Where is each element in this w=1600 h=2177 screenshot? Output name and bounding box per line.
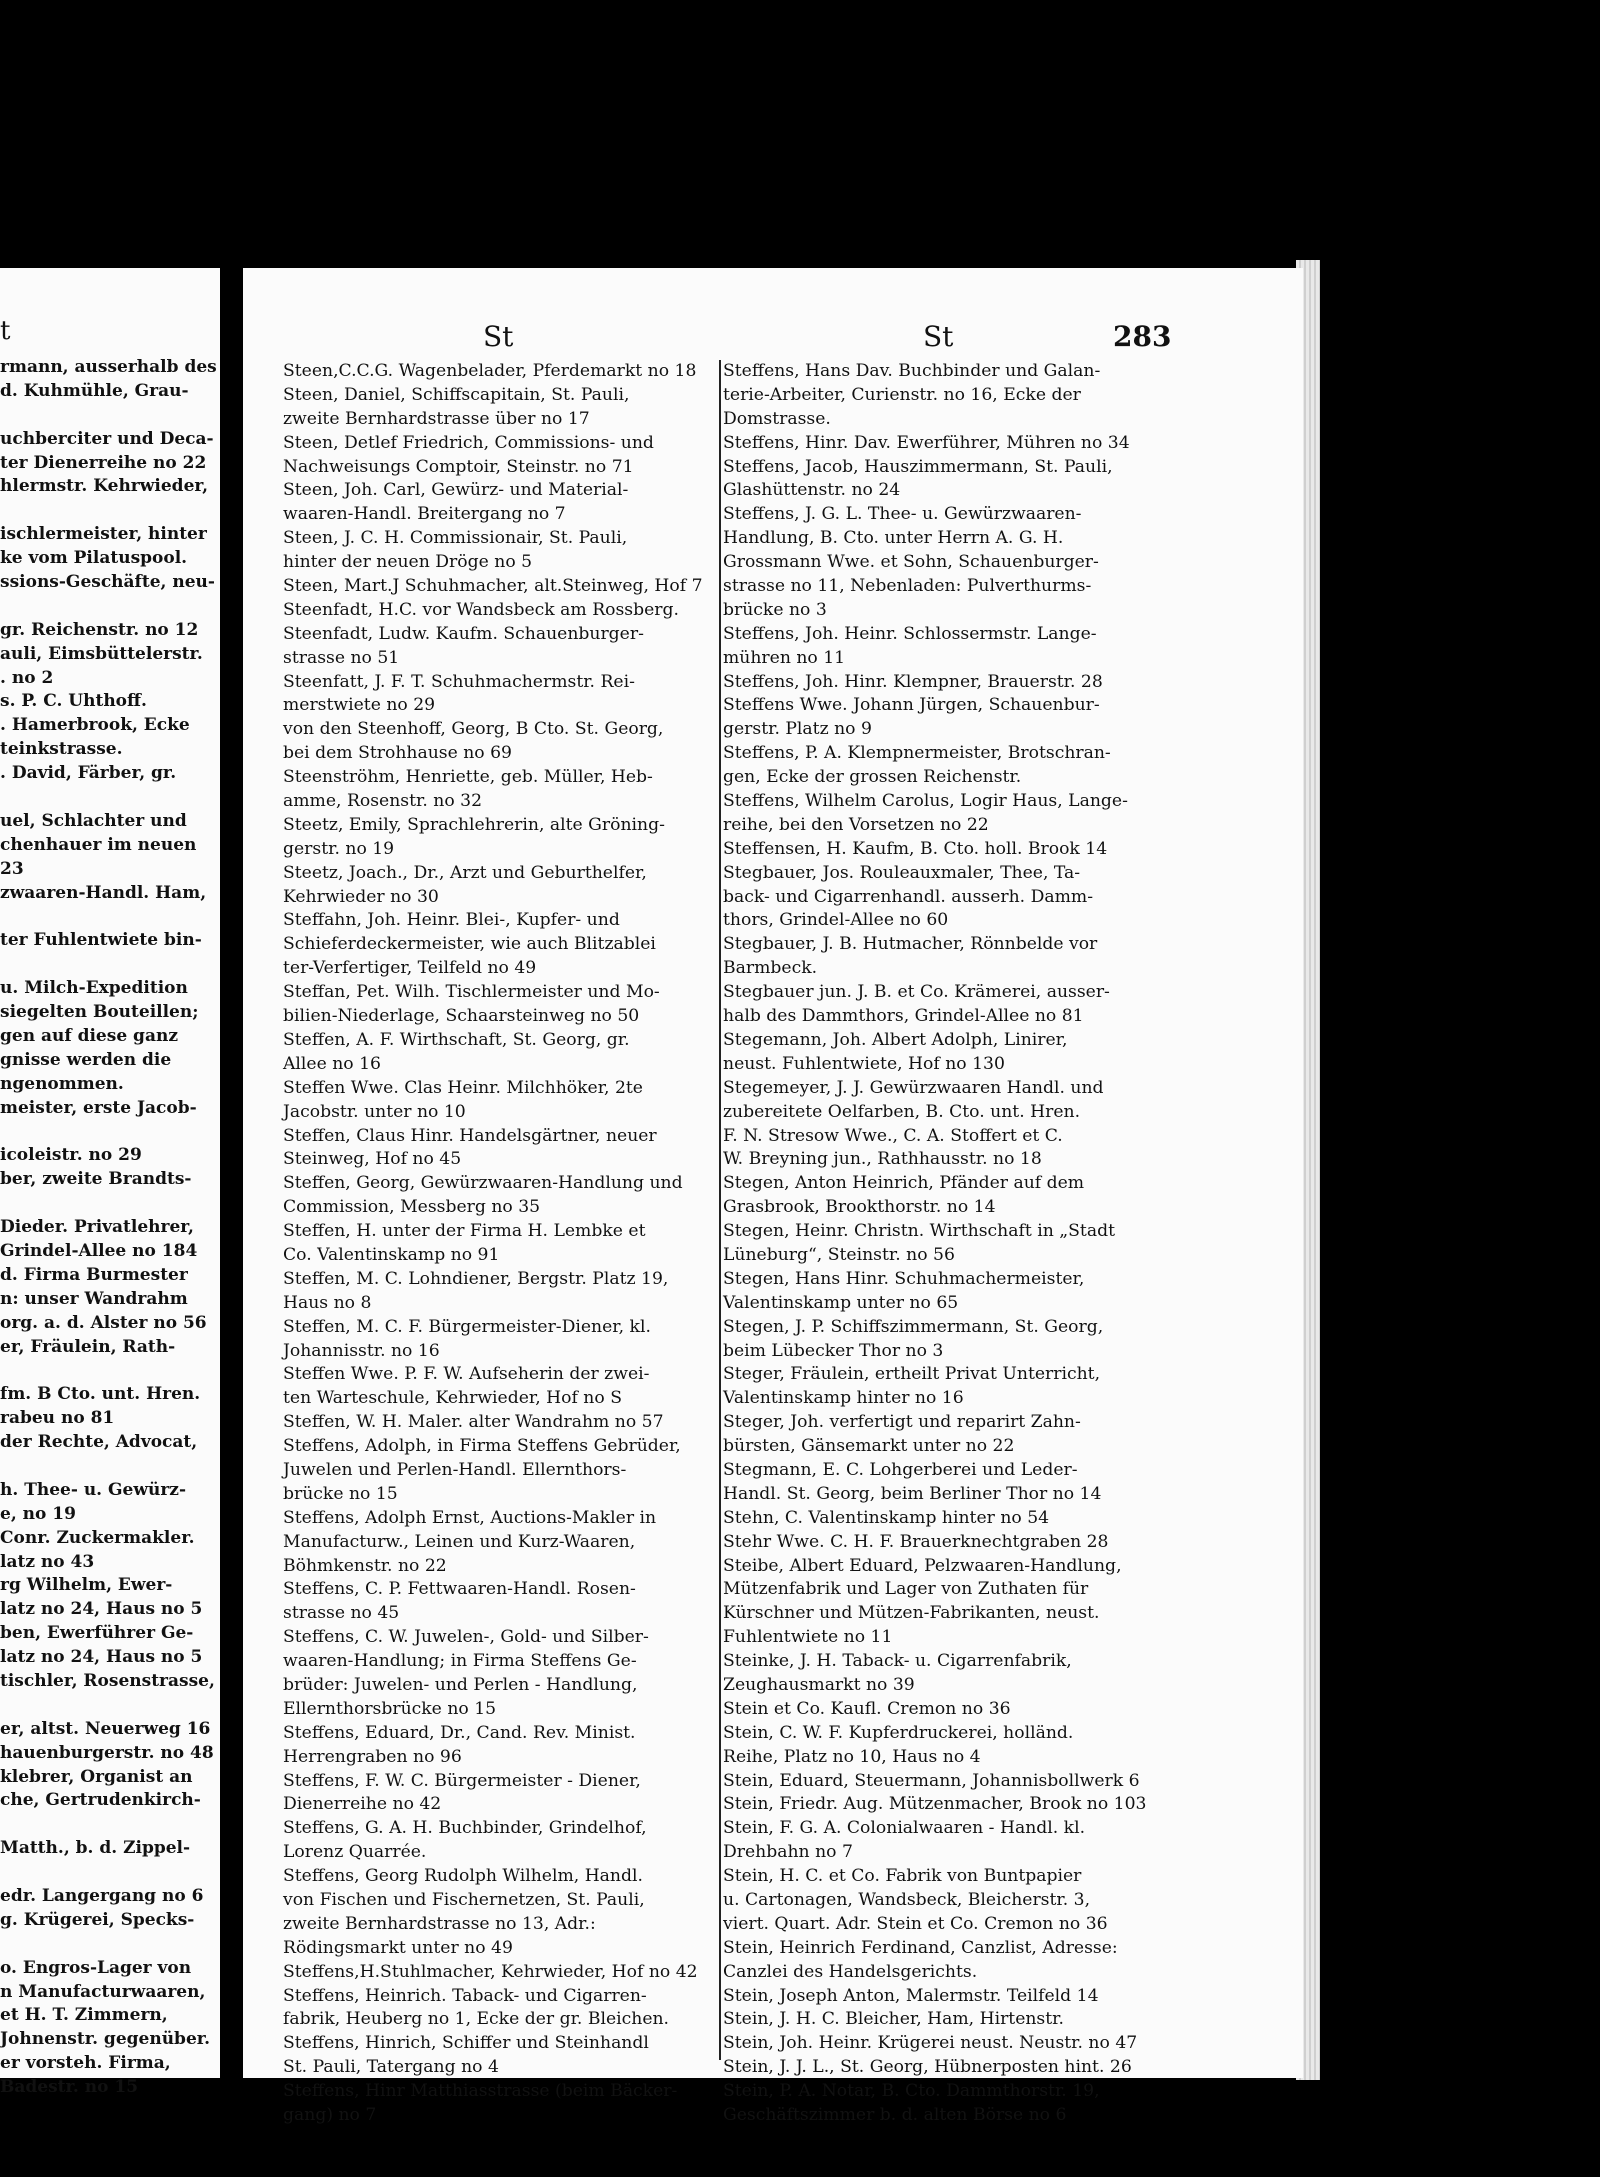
- directory-line: et H. T. Zimmern,: [0, 2005, 168, 2026]
- directory-line: Steibe, Albert Eduard, Pelzwaaren-Handlung,: [723, 1555, 1122, 1576]
- directory-line: ssions-Geschäfte, neu-: [0, 572, 215, 593]
- directory-line: teinkstrasse.: [0, 739, 123, 760]
- directory-line: Stein, Eduard, Steuermann, Johannisbollwerk 6: [723, 1770, 1140, 1791]
- directory-line: Steffens, Heinrich. Taback- und Cigarren-: [283, 1985, 647, 2006]
- directory-line: terie-Arbeiter, Curienstr. no 16, Ecke der: [723, 384, 1081, 405]
- directory-line: Steffens, Joh. Heinr. Schlossermstr. Lange-: [723, 623, 1097, 644]
- directory-line: Steen, Joh. Carl, Gewürz- und Material-: [283, 480, 629, 501]
- directory-line: Steffen Wwe. P. F. W. Aufseherin der zwei-: [283, 1364, 650, 1385]
- directory-line: Stegen, J. P. Schiffszimmermann, St. Georg,: [723, 1316, 1104, 1337]
- directory-line: latz no 24, Haus no 5: [0, 1599, 203, 1620]
- directory-line: . Hamerbrook, Ecke: [0, 715, 190, 736]
- directory-line: Stegemann, Joh. Albert Adolph, Linirer,: [723, 1029, 1068, 1050]
- directory-line: Steen, Mart.J Schuhmacher, alt.Steinweg, Hof 7: [283, 576, 703, 597]
- directory-line: gerstr. Platz no 9: [723, 719, 872, 740]
- directory-line: reihe, bei den Vorsetzen no 22: [723, 814, 989, 835]
- directory-line: beim Lübecker Thor no 3: [723, 1340, 944, 1361]
- directory-line: Steffens, Hinr Matthiasstrasse (beim Bäcker-: [283, 2081, 678, 2102]
- directory-line: Steffens, Adolph Ernst, Auctions-Makler in: [283, 1507, 657, 1528]
- directory-line: Stehr Wwe. C. H. F. Brauerknechtgraben 28: [723, 1531, 1109, 1552]
- directory-line: . no 2: [0, 667, 54, 688]
- directory-line: W. Breyning jun., Rathhausstr. no 18: [723, 1149, 1042, 1170]
- directory-line: Steffen, Claus Hinr. Handelsgärtner, neuer: [283, 1125, 657, 1146]
- directory-line: brücke no 3: [723, 599, 827, 620]
- directory-line: von den Steenhoff, Georg, B Cto. St. Georg,: [283, 719, 664, 740]
- directory-line: Johannisstr. no 16: [283, 1340, 440, 1361]
- directory-line: Herrengraben no 96: [283, 1746, 462, 1767]
- directory-line: Steffens, J. G. L. Thee- u. Gewürzwaaren-: [723, 504, 1082, 525]
- directory-line: halb des Dammthors, Grindel-Allee no 81: [723, 1006, 1084, 1027]
- directory-line: Reihe, Platz no 10, Haus no 4: [723, 1746, 981, 1767]
- directory-line: Glashüttenstr. no 24: [723, 480, 901, 501]
- directory-line: Steffens, Jacob, Hauszimmermann, St. Pauli,: [723, 456, 1113, 477]
- directory-line: Stegen, Heinr. Christn. Wirthschaft in „Stadt: [723, 1221, 1115, 1242]
- directory-line: rmann, ausserhalb des: [0, 357, 217, 377]
- directory-line: Badestr. no 15: [0, 2077, 139, 2098]
- directory-line: Steffens, Hinrich, Schiffer und Steinhandl: [283, 2033, 649, 2054]
- directory-line: Conr. Zuckermakler.: [0, 1527, 195, 1548]
- directory-line: n Manufacturwaaren,: [0, 1981, 206, 2002]
- directory-line: Stegen, Anton Heinrich, Pfänder auf dem: [723, 1173, 1085, 1194]
- directory-line: Steinweg, Hof no 45: [283, 1149, 462, 1170]
- directory-line: [0, 1121, 214, 1145]
- directory-line: zubereitete Oelfarben, B. Cto. unt. Hren.: [723, 1101, 1081, 1122]
- directory-line: Steetz, Joach., Dr., Arzt und Geburthelfer,: [283, 862, 647, 883]
- directory-line: [0, 905, 214, 929]
- directory-line: Stegemeyer, J. J. Gewürzwaaren Handl. und: [723, 1077, 1104, 1098]
- directory-line: Steen, Daniel, Schiffscapitain, St. Pauli,: [283, 384, 630, 405]
- directory-line: Steger, Fräulein, ertheilt Privat Unterricht,: [723, 1364, 1101, 1385]
- directory-line: Geschäftszimmer b. d. alten Börse no 6: [723, 2105, 1067, 2126]
- directory-line: Stein, H. C. et Co. Fabrik von Buntpapier: [723, 1866, 1082, 1887]
- directory-line: Stegbauer, Jos. Rouleauxmaler, Thee, Ta-: [723, 862, 1081, 883]
- directory-line: Grossmann Wwe. et Sohn, Schauenburger-: [723, 552, 1099, 573]
- directory-line: Grasbrook, Brookthorstr. no 14: [723, 1197, 996, 1218]
- left-page-column: [0, 356, 217, 2100]
- directory-line: mühren no 11: [723, 647, 846, 668]
- directory-line: viert. Quart. Adr. Stein et Co. Cremon no 36: [723, 1913, 1108, 1934]
- directory-line: er vorsteh. Firma,: [0, 2053, 171, 2074]
- directory-line: zweite Bernhardstrasse über no 17: [283, 408, 590, 429]
- directory-line: Steen,C.C.G. Wagenbelader, Pferdemarkt no 18: [283, 361, 697, 381]
- directory-line: Steffensen, H. Kaufm, B. Cto. holl. Brook 14: [723, 838, 1108, 859]
- directory-line: u. Milch-Expedition: [0, 978, 188, 999]
- directory-line: Dieder. Privatlehrer,: [0, 1217, 194, 1238]
- directory-line: [0, 1813, 214, 1837]
- directory-line: ben, Ewerführer Ge-: [0, 1623, 194, 1644]
- directory-line: Stein, P. A. Notar, B. Cto. Dammthorstr. 19,: [723, 2081, 1100, 2102]
- directory-line: Fuhlentwiete no 11: [723, 1627, 893, 1648]
- directory-line: Haus no 8: [283, 1292, 372, 1313]
- directory-line: Rödingsmarkt unter no 49: [283, 1937, 513, 1958]
- directory-line: Steffan, Pet. Wilh. Tischlermeister und Mo-: [283, 982, 660, 1003]
- directory-line: Steffens, Eduard, Dr., Cand. Rev. Minist.: [283, 1722, 636, 1743]
- directory-line: Kürschner und Mützen-Fabrikanten, neust.: [723, 1603, 1100, 1624]
- directory-line: er, Fräulein, Rath-: [0, 1336, 176, 1357]
- directory-line: [0, 953, 214, 977]
- directory-line: neust. Fuhlentwiete, Hof no 130: [723, 1053, 1005, 1074]
- right-page: [243, 268, 1303, 2126]
- directory-line: bürsten, Gänsemarkt unter no 22: [723, 1436, 1015, 1457]
- directory-line: Stegbauer jun. J. B. et Co. Krämerei, ausser-: [723, 982, 1110, 1003]
- directory-line: Steffen, Georg, Gewürzwaaren-Handlung und: [283, 1173, 683, 1194]
- directory-line: Johnenstr. gegenüber.: [0, 2029, 211, 2050]
- directory-line: d. Firma Burmester: [0, 1264, 188, 1285]
- directory-line: ke vom Pilatuspool.: [0, 548, 188, 569]
- directory-line: u. Cartonagen, Wandsbeck, Bleicherstr. 3,: [723, 1890, 1091, 1910]
- column-divider: [719, 360, 721, 2060]
- directory-line: gen, Ecke der grossen Reichenstr.: [723, 767, 1022, 788]
- directory-line: latz no 24, Haus no 5: [0, 1647, 203, 1668]
- directory-line: Dienerreihe no 42: [283, 1794, 442, 1815]
- directory-line: Stegen, Hans Hinr. Schuhmachermeister,: [723, 1268, 1085, 1289]
- directory-line: Steffens, Wilhelm Carolus, Logir Haus, Lange-: [723, 791, 1128, 812]
- directory-line: strasse no 51: [283, 647, 400, 668]
- directory-line: Steen, J. C. H. Commissionair, St. Pauli,: [283, 528, 628, 549]
- directory-line: Steffens, Joh. Hinr. Klempner, Brauerstr. 28: [723, 671, 1103, 692]
- directory-line: F. N. Stresow Wwe., C. A. Stoffert et C.: [723, 1125, 1063, 1146]
- directory-line: [0, 595, 214, 619]
- directory-line: chenhauer im neuen: [0, 834, 197, 855]
- directory-line: latz no 43: [0, 1551, 95, 1572]
- directory-line: edr. Langergang no 6: [0, 1886, 204, 1906]
- page-header: [243, 320, 1303, 360]
- directory-line: ten Warteschule, Kehrwieder, Hof no S: [283, 1388, 622, 1409]
- directory-line: waaren-Handlung; in Firma Steffens Ge-: [283, 1651, 637, 1672]
- directory-line: 23: [0, 858, 24, 879]
- directory-line: Jacobstr. unter no 10: [283, 1101, 466, 1122]
- directory-line: back- und Cigarrenhandl. ausserh. Damm-: [723, 886, 1094, 907]
- directory-line: [0, 1455, 214, 1479]
- directory-line: Stegmann, E. C. Lohgerberei und Leder-: [723, 1459, 1078, 1480]
- directory-line: [0, 1861, 214, 1885]
- directory-line: ter-Verfertiger, Teilfeld no 49: [283, 958, 537, 979]
- directory-line: klebrer, Organist an: [0, 1766, 193, 1787]
- directory-line: Stein et Co. Kaufl. Cremon no 36: [723, 1698, 1011, 1719]
- directory-line: Steffen, M. C. Lohndiener, Bergstr. Platz 19,: [283, 1268, 669, 1289]
- directory-line: Commission, Messberg no 35: [283, 1197, 541, 1218]
- directory-line: org. a. d. Alster no 56: [0, 1312, 207, 1333]
- directory-line: icoleistr. no 29: [0, 1145, 142, 1166]
- directory-line: e, no 19: [0, 1503, 76, 1524]
- directory-line: Steetz, Emily, Sprachlehrerin, alte Gröning-: [283, 814, 665, 835]
- directory-line: strasse no 45: [283, 1603, 400, 1624]
- directory-line: Domstrasse.: [723, 408, 831, 429]
- directory-line: Mützenfabrik und Lager von Zuthaten für: [723, 1579, 1089, 1600]
- directory-line: Lorenz Quarrée.: [283, 1842, 427, 1863]
- directory-line: [0, 404, 214, 428]
- directory-line: Zeughausmarkt no 39: [723, 1674, 915, 1695]
- directory-line: meister, erste Jacob-: [0, 1097, 197, 1118]
- directory-line: Stein, Joseph Anton, Malermstr. Teilfeld 14: [723, 1985, 1099, 2006]
- directory-line: Stein, Joh. Heinr. Krügerei neust. Neustr. no 47: [723, 2033, 1138, 2054]
- directory-line: Steenfadt, H.C. vor Wandsbeck am Rossberg.: [283, 599, 679, 620]
- directory-line: strasse no 11, Nebenladen: Pulverthurms-: [723, 576, 1092, 597]
- directory-line: brücke no 15: [283, 1483, 398, 1504]
- directory-line: Juwelen und Perlen-Handl. Ellernthors-: [283, 1459, 627, 1480]
- left-page-heading: t: [0, 316, 11, 346]
- directory-line: Stein, J. H. C. Bleicher, Ham, Hirtenstr.: [723, 2009, 1064, 2030]
- directory-line: Steffens, Georg Rudolph Wilhelm, Handl.: [283, 1866, 643, 1887]
- directory-line: fabrik, Heuberg no 1, Ecke der gr. Bleichen.: [283, 2009, 670, 2030]
- directory-line: auli, Eimsbüttelerstr.: [0, 643, 203, 664]
- directory-line: Stein, Heinrich Ferdinand, Canzlist, Adresse:: [723, 1937, 1118, 1958]
- directory-line: Steffens, Adolph, in Firma Steffens Gebrüder,: [283, 1436, 681, 1457]
- directory-line: Lüneburg“, Steinstr. no 56: [723, 1244, 955, 1265]
- directory-line: Handl. St. Georg, beim Berliner Thor no 14: [723, 1483, 1102, 1504]
- directory-line: tischler, Rosenstrasse,: [0, 1670, 215, 1691]
- directory-line: Steenströhm, Henriette, geb. Müller, Heb-: [283, 767, 653, 788]
- directory-line: gr. Reichenstr. no 12: [0, 619, 199, 640]
- directory-line: Manufacturw., Leinen und Kurz-Waaren,: [283, 1531, 636, 1552]
- directory-line: Steenfadt, Ludw. Kaufm. Schauenburger-: [283, 623, 644, 644]
- directory-line: n: unser Wandrahm: [0, 1288, 188, 1309]
- directory-line: siegelten Bouteillen;: [0, 1002, 199, 1023]
- directory-line: Steffens, F. W. C. Bürgermeister - Diener,: [283, 1770, 641, 1791]
- directory-line: rg Wilhelm, Ewer-: [0, 1575, 173, 1596]
- directory-line: Steffens Wwe. Johann Jürgen, Schauenbur-: [723, 695, 1100, 716]
- directory-line: Drehbahn no 7: [723, 1842, 853, 1863]
- directory-line: [0, 1694, 214, 1718]
- directory-line: Nachweisungs Comptoir, Steinstr. no 71: [283, 456, 634, 477]
- directory-line: [0, 786, 214, 810]
- directory-line: h. Thee- u. Gewürz-: [0, 1479, 187, 1500]
- directory-line: Grindel-Allee no 184: [0, 1240, 198, 1261]
- directory-line: Steffen, M. C. F. Bürgermeister-Diener, kl.: [283, 1316, 651, 1337]
- directory-line: Stehn, C. Valentinskamp hinter no 54: [723, 1507, 1050, 1528]
- directory-line: von Fischen und Fischernetzen, St. Pauli,: [283, 1890, 645, 1910]
- directory-line: Handlung, B. Cto. unter Herrn A. G. H.: [723, 528, 1064, 549]
- directory-line: Steffahn, Joh. Heinr. Blei-, Kupfer- und: [283, 910, 620, 931]
- left-page: [0, 268, 220, 2098]
- directory-line: Stein, Friedr. Aug. Mützenmacher, Brook no 103: [723, 1794, 1147, 1815]
- directory-line: gnisse werden die: [0, 1049, 172, 1070]
- directory-line: Kehrwieder no 30: [283, 886, 439, 907]
- directory-line: amme, Rosenstr. no 32: [283, 791, 483, 812]
- directory-line: der Rechte, Advocat,: [0, 1432, 198, 1453]
- directory-line: thors, Grindel-Allee no 60: [723, 910, 949, 931]
- directory-line: hinter der neuen Dröge no 5: [283, 552, 533, 573]
- directory-line: uel, Schlachter und: [0, 810, 187, 831]
- directory-line: Steffens, C. P. Fettwaaren-Handl. Rosen-: [283, 1579, 636, 1600]
- directory-line: Steffens, G. A. H. Buchbinder, Grindelhof,: [283, 1818, 647, 1839]
- directory-line: g. Krügerei, Specks-: [0, 1909, 195, 1930]
- directory-line: waaren-Handl. Breitergang no 7: [283, 504, 566, 525]
- directory-line: St. Pauli, Tatergang no 4: [283, 2057, 499, 2078]
- directory-line: zwaaren-Handl. Ham,: [0, 882, 207, 903]
- page-number: 283: [1113, 320, 1172, 353]
- directory-line: Steger, Joh. verfertigt und reparirt Zahn-: [723, 1412, 1081, 1433]
- directory-line: Valentinskamp hinter no 16: [723, 1388, 964, 1409]
- directory-line: Canzlei des Handelsgerichts.: [723, 1961, 978, 1982]
- directory-line: hauenburgerstr. no 48: [0, 1742, 214, 1763]
- directory-line: Ellernthorsbrücke no 15: [283, 1698, 497, 1719]
- directory-line: Allee no 16: [283, 1053, 381, 1074]
- directory-line: ter Dienerreihe no 22: [0, 452, 207, 473]
- directory-line: merstwiete no 29: [283, 695, 436, 716]
- directory-line: Steen, Detlef Friedrich, Commissions- und: [283, 432, 654, 453]
- directory-line: bei dem Strohhause no 69: [283, 743, 512, 764]
- directory-line: hlermstr. Kehrwieder,: [0, 476, 209, 497]
- directory-line: Steffens, Hans Dav. Buchbinder und Galan-: [723, 361, 1101, 381]
- directory-line: Stegbauer, J. B. Hutmacher, Rönnbelde vor: [723, 934, 1098, 955]
- directory-line: brüder: Juwelen- und Perlen - Handlung,: [283, 1674, 638, 1695]
- directory-line: Steffens,H.Stuhlmacher, Kehrwieder, Hof no 42: [283, 1961, 698, 1982]
- directory-line: fm. B Cto. unt. Hren.: [0, 1384, 201, 1405]
- directory-line: Matth., b. d. Zippel-: [0, 1838, 191, 1859]
- directory-line: Co. Valentinskamp no 91: [283, 1244, 500, 1265]
- directory-column-right: [723, 360, 1248, 2128]
- directory-line: [0, 1359, 214, 1383]
- running-head-left: St: [483, 320, 514, 353]
- directory-line: Steffen Wwe. Clas Heinr. Milchhöker, 2te: [283, 1077, 643, 1098]
- directory-line: Steffen, A. F. Wirthschaft, St. Georg, gr.: [283, 1029, 630, 1050]
- directory-line: gang) no 7: [283, 2105, 377, 2126]
- directory-line: Schieferdeckermeister, wie auch Blitzablei: [283, 934, 656, 955]
- directory-line: gerstr. no 19: [283, 838, 395, 859]
- directory-line: Böhmkenstr. no 22: [283, 1555, 447, 1576]
- directory-line: che, Gertrudenkirch-: [0, 1790, 201, 1811]
- directory-line: rabeu no 81: [0, 1408, 115, 1429]
- directory-line: [0, 1933, 214, 1957]
- directory-line: Steffens, Hinr. Dav. Ewerführer, Mühren no 34: [723, 432, 1130, 453]
- directory-line: zweite Bernhardstrasse no 13, Adr.:: [283, 1913, 596, 1934]
- directory-line: Stein, F. G. A. Colonialwaaren - Handl. kl.: [723, 1818, 1086, 1839]
- directory-line: er, altst. Neuerweg 16: [0, 1718, 211, 1739]
- directory-line: [0, 499, 214, 523]
- directory-line: Steinke, J. H. Taback- u. Cigarrenfabrik,: [723, 1651, 1072, 1672]
- directory-line: Steffen, W. H. Maler. alter Wandrahm no 57: [283, 1412, 664, 1433]
- directory-line: Barmbeck.: [723, 958, 818, 979]
- directory-line: . David, Färber, gr.: [0, 763, 177, 784]
- directory-line: [0, 1192, 214, 1216]
- directory-line: Stein, J. J. L., St. Georg, Hübnerposten hint. 26: [723, 2057, 1132, 2078]
- directory-line: Steffens, P. A. Klempnermeister, Brotschran-: [723, 743, 1111, 764]
- directory-line: d. Kuhmühle, Grau-: [0, 380, 189, 401]
- directory-line: Steffen, H. unter der Firma H. Lembke et: [283, 1221, 646, 1242]
- directory-line: Steffens, C. W. Juwelen-, Gold- und Silber-: [283, 1627, 649, 1648]
- running-head-right: St: [923, 320, 954, 353]
- directory-line: ischlermeister, hinter: [0, 524, 207, 545]
- directory-line: Stein, C. W. F. Kupferdruckerei, holländ.: [723, 1722, 1074, 1743]
- directory-line: gen auf diese ganz: [0, 1025, 178, 1046]
- directory-line: uchberciter und Deca-: [0, 428, 214, 449]
- directory-line: s. P. C. Uhthoff.: [0, 691, 147, 712]
- directory-line: Valentinskamp unter no 65: [723, 1292, 959, 1313]
- directory-line: Steenfatt, J. F. T. Schuhmachermstr. Rei-: [283, 671, 635, 692]
- directory-line: o. Engros-Lager von: [0, 1957, 192, 1978]
- directory-line: bilien-Niederlage, Schaarsteinweg no 50: [283, 1006, 640, 1027]
- directory-line: ber, zweite Brandts-: [0, 1169, 192, 1190]
- directory-line: ngenommen.: [0, 1073, 124, 1094]
- directory-line: ter Fuhlentwiete bin-: [0, 930, 202, 951]
